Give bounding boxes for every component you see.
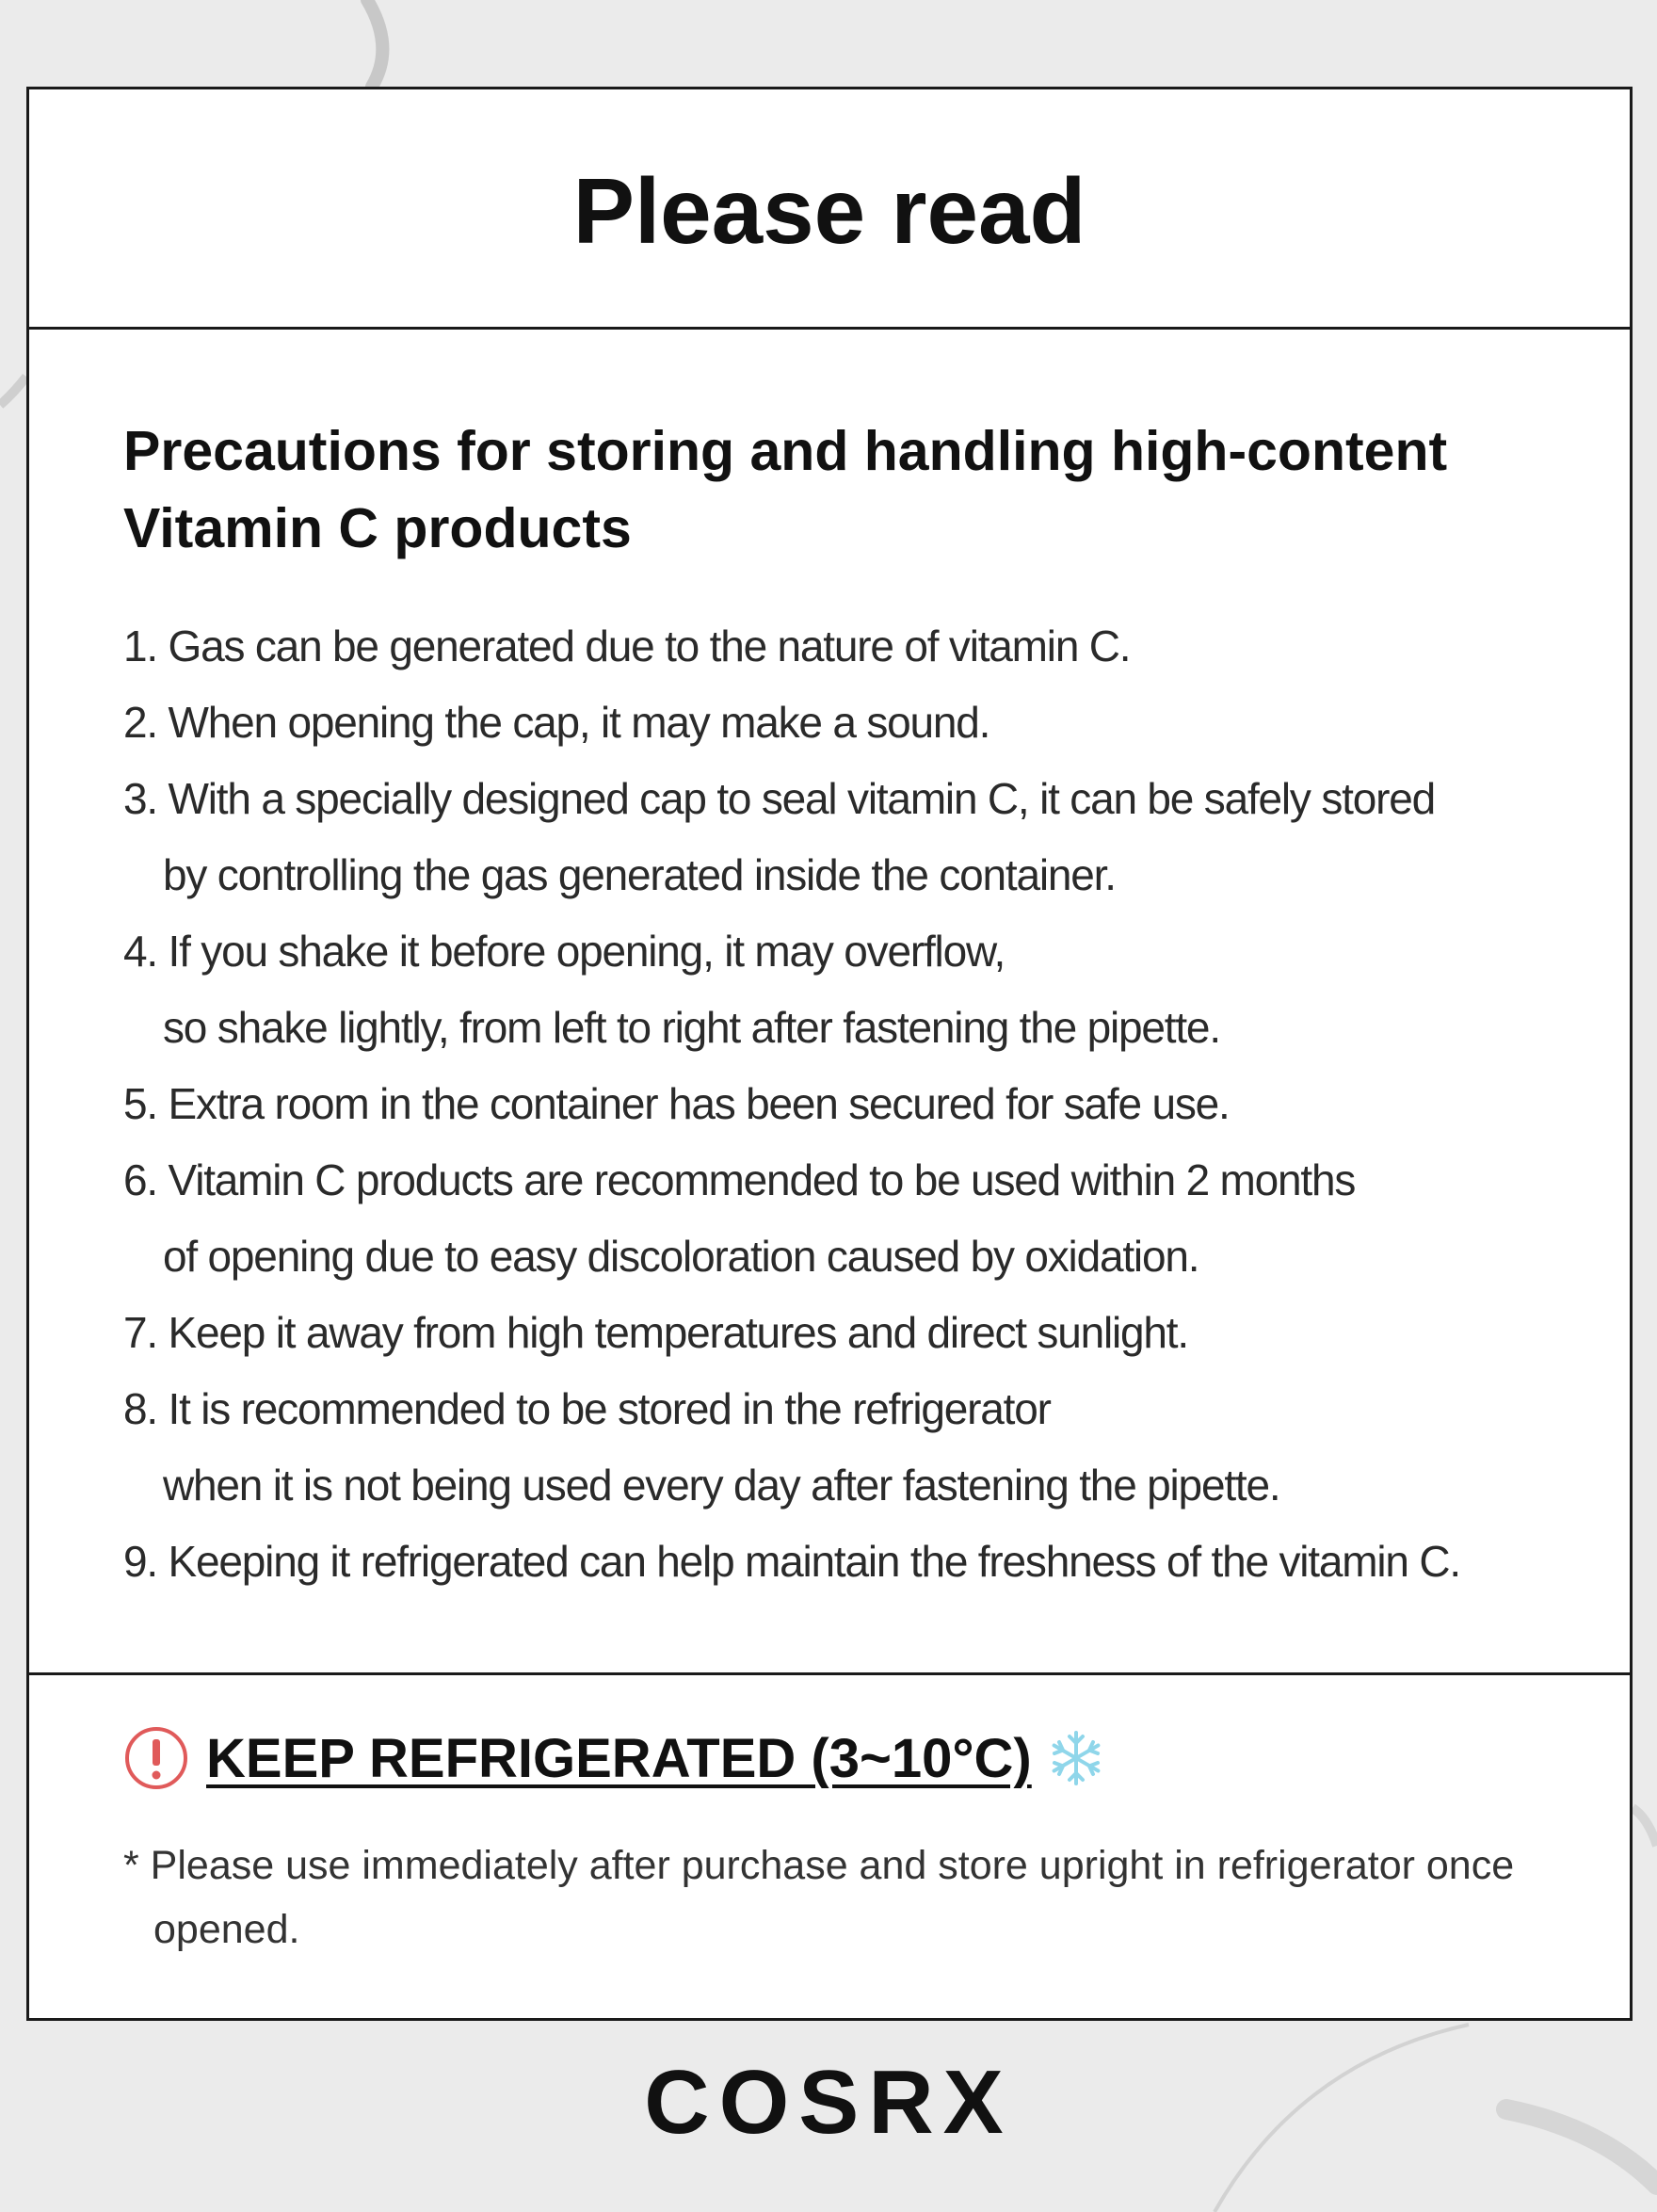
precautions-section [29,330,1630,1675]
list-item-text: 7. Keep it away from high temperatures and direct sunlight. [123,1308,1188,1357]
list-item [123,608,1536,685]
list-item [123,1142,1536,1295]
precautions-list [123,608,1536,1600]
list-item-text: 6. Vitamin C products are recommended to be used within 2 months [123,1155,1356,1204]
page-title: Please read [572,158,1086,263]
list-item-text: 9. Keeping it refrigerated can help maintain the freshness of the vitamin C. [123,1537,1460,1586]
list-item [123,1371,1536,1524]
list-item [123,1295,1536,1371]
list-item-continuation: of opening due to easy discoloration caused by oxidation. [163,1232,1199,1281]
list-item-continuation: by controlling the gas generated inside the container. [163,850,1116,899]
exclamation-circle-icon [123,1725,189,1791]
list-item [123,913,1536,1066]
precautions-heading [123,412,1536,567]
list-item-text: 3. With a specially designed cap to seal vitamin C, it can be safely stored [123,774,1435,823]
refrigeration-section [29,1675,1630,1962]
list-item-text: 4. If you shake it before opening, it may overflow, [123,927,1005,976]
list-item-text: 8. It is recommended to be stored in the refrigerator [123,1384,1051,1433]
title-section [29,89,1630,330]
list-item-text: 1. Gas can be generated due to the nature of vitamin C. [123,622,1131,670]
list-item [123,761,1536,913]
list-item [123,1066,1536,1142]
list-item-continuation: when it is not being used every day after fastening the pipette. [163,1461,1280,1510]
list-item-text: 2. When opening the cap, it may make a sound. [123,698,990,747]
warning-row [123,1720,1536,1796]
list-item-text: 5. Extra room in the container has been secured for safe use. [123,1079,1230,1128]
storage-note: * Please use immediately after purchase and store upright in refrigerator once opened. [123,1843,1515,1952]
precautions-heading-line1: Precautions for storing and handling high-content [123,420,1448,482]
list-item [123,1524,1536,1600]
list-item-continuation: so shake lightly, from left to right after fastening the pipette. [163,1003,1220,1052]
list-item [123,685,1536,761]
notice-card [26,87,1633,2021]
brand-logo: COSRX [644,2052,1013,2153]
warning-text: KEEP REFRIGERATED (3~10°C) [206,1727,1032,1789]
snowflake-icon [1047,1729,1105,1787]
precautions-heading-line2: Vitamin C products [123,497,632,559]
